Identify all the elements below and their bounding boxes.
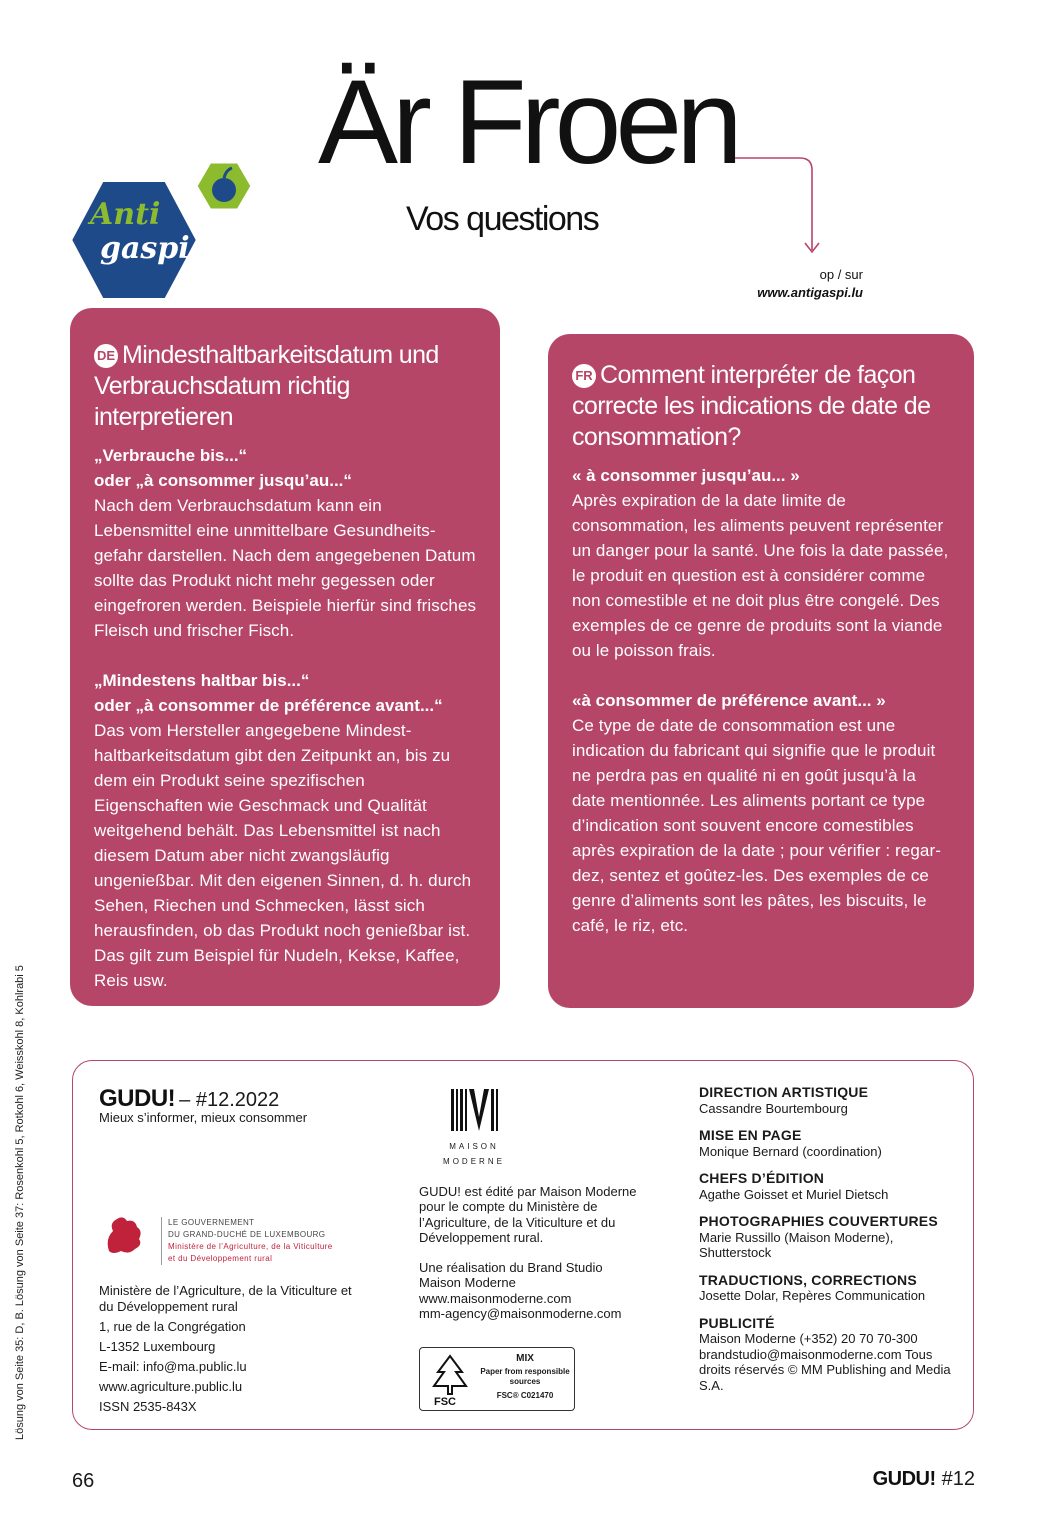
ministry-web[interactable]: www.agriculture.public.lu (99, 1379, 243, 1394)
studio-web[interactable]: www.maisonmoderne.com (419, 1290, 572, 1306)
question-fr-1: « à consommer jusqu’au... » (572, 466, 800, 485)
question-fr-2: «à consommer de préférence avant... » (572, 691, 886, 710)
issue-number: – #12.2022 (179, 1089, 280, 1111)
ministry-email[interactable]: E-mail: info@ma.public.lu (99, 1359, 247, 1374)
card-de-heading: DE Mindesthaltbarkeitsdatum und Verbrauchsdatum richtig interpretieren (94, 341, 439, 431)
credit-item: MISE EN PAGE Monique Bernard (coordination) (699, 1127, 882, 1159)
website-reference (757, 266, 863, 302)
answer-fr-1: Après expiration de la date limite de consommation, les aliments peuvent représenter un danger pour la santé. Une fois la date passée, le produit en question est à considérer comme non comestible et ne doit plus être congelé. Des exemples de ce genre de produits sont la viande ou le poisson frais. (572, 491, 949, 660)
publisher-text: GUDU! est édité par Maison Moderne pour le compte du Ministère de l’Agriculture, de la Viticulture et du Développement rural. (419, 1183, 637, 1245)
lion-icon (99, 1211, 149, 1257)
credits-block (699, 1085, 959, 1405)
footer-issue: #12 (941, 1468, 975, 1490)
address-line1: 1, rue de la Congrégation (99, 1319, 246, 1334)
website-link[interactable]: www.antigaspi.lu (757, 285, 863, 300)
publisher-block (419, 1089, 639, 1322)
svg-text:gaspi: gaspi (100, 231, 190, 266)
address-line2: L-1352 Luxembourg (99, 1339, 216, 1354)
credit-item: PUBLICITÉ Maison Moderne (+352) 20 70 70-300 brandstudio@maisonmoderne.com Tous droits réservés © MM Publishing and Media S.A. (699, 1314, 951, 1393)
ministry-contact (99, 1283, 359, 1419)
studio-email[interactable]: mm-agency@maisonmoderne.com (419, 1306, 622, 1321)
gudu-logo: GUDU! (99, 1085, 176, 1112)
website-prefix: op / sur (819, 267, 863, 282)
studio-name: Maison Moderne (419, 1275, 516, 1290)
answer-fr-2: Ce type de date de consommation est une indication du fabricant qui signifie que le produit ne perdra pas en qualité ni en goût jusqu’à la date mentionnée. Les aliments portant ce type d’indication sont souvent encore comestibles après expiration de la date ; pour vérifier : regar-dez, sentez et goûtez-les. Des exemples de ce genre d’aliments sont les pâtes, les biscuits, le café, le riz, etc. (572, 716, 941, 935)
imprint-brand-block (99, 1085, 359, 1126)
puzzle-solutions-note: Lösung von Seite 35: D, B. Lösung von Seite 37: Rosenkohl 5, Rotkohl 6, Weisskohl 8, Kohlrabi 5 (14, 965, 26, 1440)
arrow-down-icon (730, 150, 830, 265)
anti-gaspi-logo (62, 150, 262, 325)
card-fr (548, 334, 974, 1008)
page-title: Är Froen (318, 55, 737, 189)
svg-text:Anti: Anti (90, 197, 161, 232)
tagline: Mieux s’informer, mieux consommer (99, 1110, 308, 1125)
mm-barcode-icon (449, 1089, 499, 1131)
issn: ISSN 2535-843X (99, 1399, 197, 1414)
question-de-2-line1: „Mindestens haltbar bis...“ (94, 671, 310, 690)
credit-item: DIRECTION ARTISTIQUE Cassandre Bourtembourg (699, 1084, 869, 1116)
studio-text: Une réalisation du Brand Studio (419, 1259, 603, 1275)
page-subtitle: Vos questions (406, 200, 599, 238)
government-logo: LE GOUVERNEMENT DU GRAND-DUCHÉ DE LUXEMBOURG Ministère de l’Agriculture, de la Viticulture et du Développement rural (99, 1211, 359, 1261)
footer-brand (873, 1468, 975, 1491)
question-de-1-line2: oder „à consommer jusqu’au...“ (94, 471, 352, 490)
question-de-1-line1: „Verbrauche bis...“ (94, 446, 248, 465)
fsc-tree-icon (422, 1350, 478, 1410)
card-fr-heading: FR Comment interpréter de façon correcte les indications de date de consommation? (572, 361, 931, 451)
imprint-box (72, 1060, 974, 1430)
answer-de-2: Das vom Hersteller angegebene Mindest-haltbarkeitsdatum gibt den Zeitpunkt an, bis zu dem ein Produkt seine spezifischen Eigenschaften wie Geschmack und Qualität weitgehend behält. Das Lebensmittel ist nach diesem Datum aber nicht zwangsläufig ungenießbar. Mit den eigenen Sinnen, d. h. durch Sehen, Riechen und Schmecken, lässt sich herausfinden, ob das Produkt noch genießbar ist. Das gilt zum Beispiel für Nudeln, Kekse, Kaffee, Reis usw. (94, 721, 472, 990)
lang-badge-de: DE (94, 344, 118, 368)
footer-gudu-logo: GUDU! (872, 1468, 936, 1490)
credit-item: PHOTOGRAPHIES COUVERTURES Marie Russillo (Maison Moderne), Shutterstock (699, 1213, 938, 1260)
card-de (70, 308, 500, 1006)
page-number: 66 (72, 1470, 95, 1492)
credit-item: CHEFS D’ÉDITION Agathe Goisset et Muriel Dietsch (699, 1170, 889, 1202)
answer-de-1: Nach dem Verbrauchsdatum kann ein Lebensmittel eine unmittelbare Gesundheits-gefahr darstellen. Nach dem angegebenen Datum sollte das Produkt nicht mehr gegessen oder eingefroren werden. Beispiele hierfür sind frisches Fleisch und frischer Fisch. (94, 496, 477, 640)
lang-badge-fr: FR (572, 364, 596, 388)
ministry-name: Ministère de l’Agriculture, de la Viticulture et du Développement rural (99, 1283, 352, 1314)
credit-item: TRADUCTIONS, CORRECTIONS Josette Dolar, Repères Communication (699, 1271, 926, 1303)
question-de-2-line2: oder „à consommer de préférence avant...“ (94, 696, 443, 715)
maison-moderne-logo: MAISON MODERNE (419, 1089, 529, 1170)
fsc-label: FSC MIX Paper from responsible sources FSC® C021470 (419, 1347, 575, 1411)
svg-text:FSC: FSC (434, 1396, 456, 1408)
